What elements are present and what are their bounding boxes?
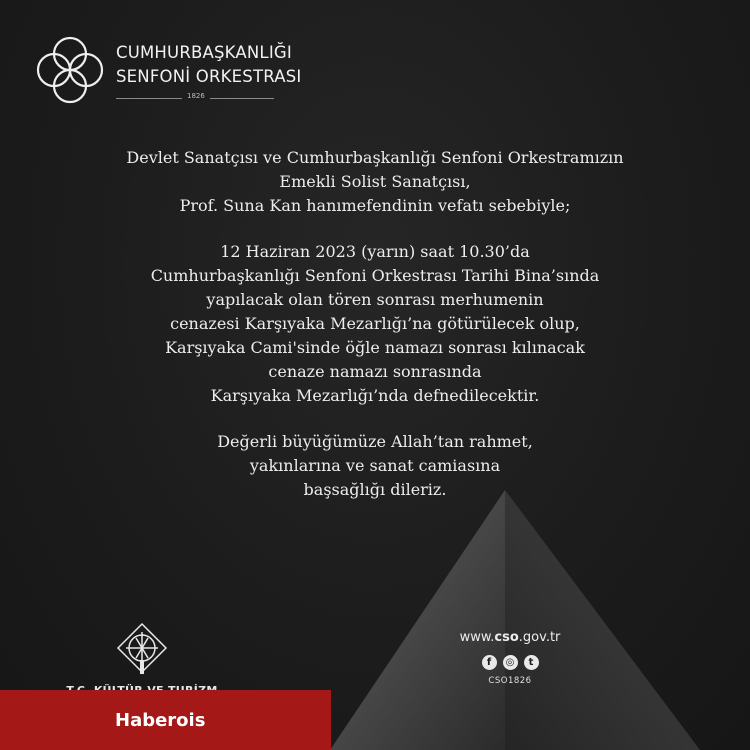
facebook-icon[interactable]: f — [482, 655, 497, 670]
message-line: Karşıyaka Mezarlığı’nda defnedilecektir. — [210, 386, 540, 405]
message-line: Devlet Sanatçısı ve Cumhurbaşkanlığı Senfoni Orkestramızın — [126, 148, 624, 167]
social-icons — [440, 655, 580, 670]
condolence-message — [40, 146, 710, 502]
contact-block — [440, 630, 580, 686]
logo-year: 1826 — [182, 92, 210, 100]
message-line: cenaze namazı sonrasında — [268, 362, 482, 381]
website-domain: cso — [494, 630, 519, 645]
message-line: Emekli Solist Sanatçısı, — [279, 172, 471, 191]
message-line: yapılacak olan tören sonrası merhumenin — [206, 290, 544, 309]
twitter-icon[interactable]: t — [524, 655, 539, 670]
orchestra-logo — [34, 30, 302, 110]
message-line: başsağlığı dileriz. — [303, 480, 447, 499]
social-handle: CSO1826 — [488, 676, 532, 686]
logo-title-line1: CUMHURBAŞKANLIĞI — [116, 43, 292, 62]
watermark-text: Haberois — [115, 709, 206, 731]
message-line: cenazesi Karşıyaka Mezarlığı’na götürülecek olup, — [170, 314, 580, 333]
website-prefix: www. — [459, 630, 495, 645]
rings-emblem-icon — [34, 34, 106, 106]
paragraph-gap — [40, 408, 710, 430]
ministry-emblem-icon — [80, 620, 204, 682]
website-link[interactable] — [440, 630, 580, 645]
instagram-icon[interactable]: ◎ — [503, 655, 518, 670]
website-suffix: .gov.tr — [518, 630, 561, 645]
logo-title-line2: SENFONİ ORKESTRASI — [116, 67, 302, 86]
message-line: Prof. Suna Kan hanımefendinin vefatı sebebiyle; — [179, 196, 571, 215]
message-line: yakınlarına ve sanat camiasına — [249, 456, 501, 475]
message-line: Değerli büyüğümüze Allah’tan rahmet, — [217, 432, 533, 451]
message-line: Cumhurbaşkanlığı Senfoni Orkestrası Tarihi Bina’sında — [150, 266, 600, 285]
watermark-banner — [0, 690, 331, 750]
paragraph-gap — [40, 218, 710, 240]
message-line: Karşıyaka Cami'sinde öğle namazı sonrası kılınacak — [165, 338, 585, 357]
message-line: 12 Haziran 2023 (yarın) saat 10.30’da — [220, 242, 530, 261]
